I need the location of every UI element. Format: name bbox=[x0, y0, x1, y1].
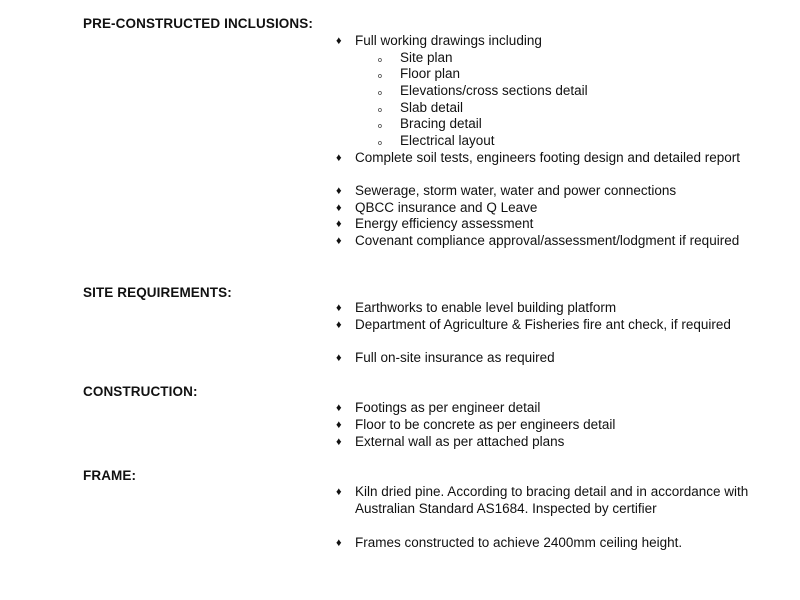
section-heading-construction: CONSTRUCTION: bbox=[83, 384, 198, 399]
diamond-bullet-icon: ♦ bbox=[336, 319, 342, 331]
diamond-bullet-icon: ♦ bbox=[336, 185, 342, 197]
diamond-bullet-icon: ♦ bbox=[336, 202, 342, 214]
diamond-bullet-icon: ♦ bbox=[336, 352, 342, 364]
circle-bullet-icon: o bbox=[378, 107, 382, 114]
sub-list-item-text: Elevations/cross sections detail bbox=[400, 83, 588, 98]
circle-bullet-icon: o bbox=[378, 140, 382, 147]
circle-bullet-icon: o bbox=[378, 123, 382, 130]
diamond-bullet-icon: ♦ bbox=[336, 302, 342, 314]
diamond-bullet-icon: ♦ bbox=[336, 537, 342, 549]
list-item-text: External wall as per attached plans bbox=[355, 434, 565, 449]
diamond-bullet-icon: ♦ bbox=[336, 486, 342, 498]
list-item-text: Department of Agriculture & Fisheries fire ant check, if required bbox=[355, 317, 731, 332]
list-item-text: Covenant compliance approval/assessment/lodgment if required bbox=[355, 233, 740, 248]
section-heading-site: SITE REQUIREMENTS: bbox=[83, 285, 232, 300]
list-item-text: Floor to be concrete as per engineers detail bbox=[355, 417, 616, 432]
section-heading-preconstructed: PRE-CONSTRUCTED INCLUSIONS: bbox=[83, 16, 313, 31]
section-heading-frame: FRAME: bbox=[83, 468, 137, 483]
list-item-text: Full on-site insurance as required bbox=[355, 350, 555, 365]
list-item-text: Earthworks to enable level building platform bbox=[355, 300, 617, 315]
diamond-bullet-icon: ♦ bbox=[336, 218, 342, 230]
list-item-text: QBCC insurance and Q Leave bbox=[355, 200, 538, 215]
list-item-text: Kiln dried pine. According to bracing detail and in accordance with Australian Standard AS1684. Inspected by certifier bbox=[355, 484, 749, 516]
list-item-text: Frames constructed to achieve 2400mm ceiling height. bbox=[355, 535, 683, 550]
list-item-text: Full working drawings including bbox=[355, 33, 542, 48]
list-item-text: Sewerage, storm water, water and power connections bbox=[355, 183, 677, 198]
sub-list-item-text: Bracing detail bbox=[400, 116, 482, 131]
diamond-bullet-icon: ♦ bbox=[336, 419, 342, 431]
diamond-bullet-icon: ♦ bbox=[336, 152, 342, 164]
list-item-text: Complete soil tests, engineers footing design and detailed report bbox=[355, 150, 740, 165]
diamond-bullet-icon: ♦ bbox=[336, 35, 342, 47]
sub-list-item-text: Floor plan bbox=[400, 66, 461, 81]
circle-bullet-icon: o bbox=[378, 90, 382, 97]
sub-list-item-text: Electrical layout bbox=[400, 133, 495, 148]
diamond-bullet-icon: ♦ bbox=[336, 235, 342, 247]
diamond-bullet-icon: ♦ bbox=[336, 402, 342, 414]
circle-bullet-icon: o bbox=[378, 57, 382, 64]
diamond-bullet-icon: ♦ bbox=[336, 436, 342, 448]
list-item-text: Footings as per engineer detail bbox=[355, 400, 541, 415]
sub-list-item-text: Slab detail bbox=[400, 100, 464, 115]
circle-bullet-icon: o bbox=[378, 73, 382, 80]
list-item-text: Energy efficiency assessment bbox=[355, 216, 534, 231]
sub-list-item-text: Site plan bbox=[400, 50, 453, 65]
